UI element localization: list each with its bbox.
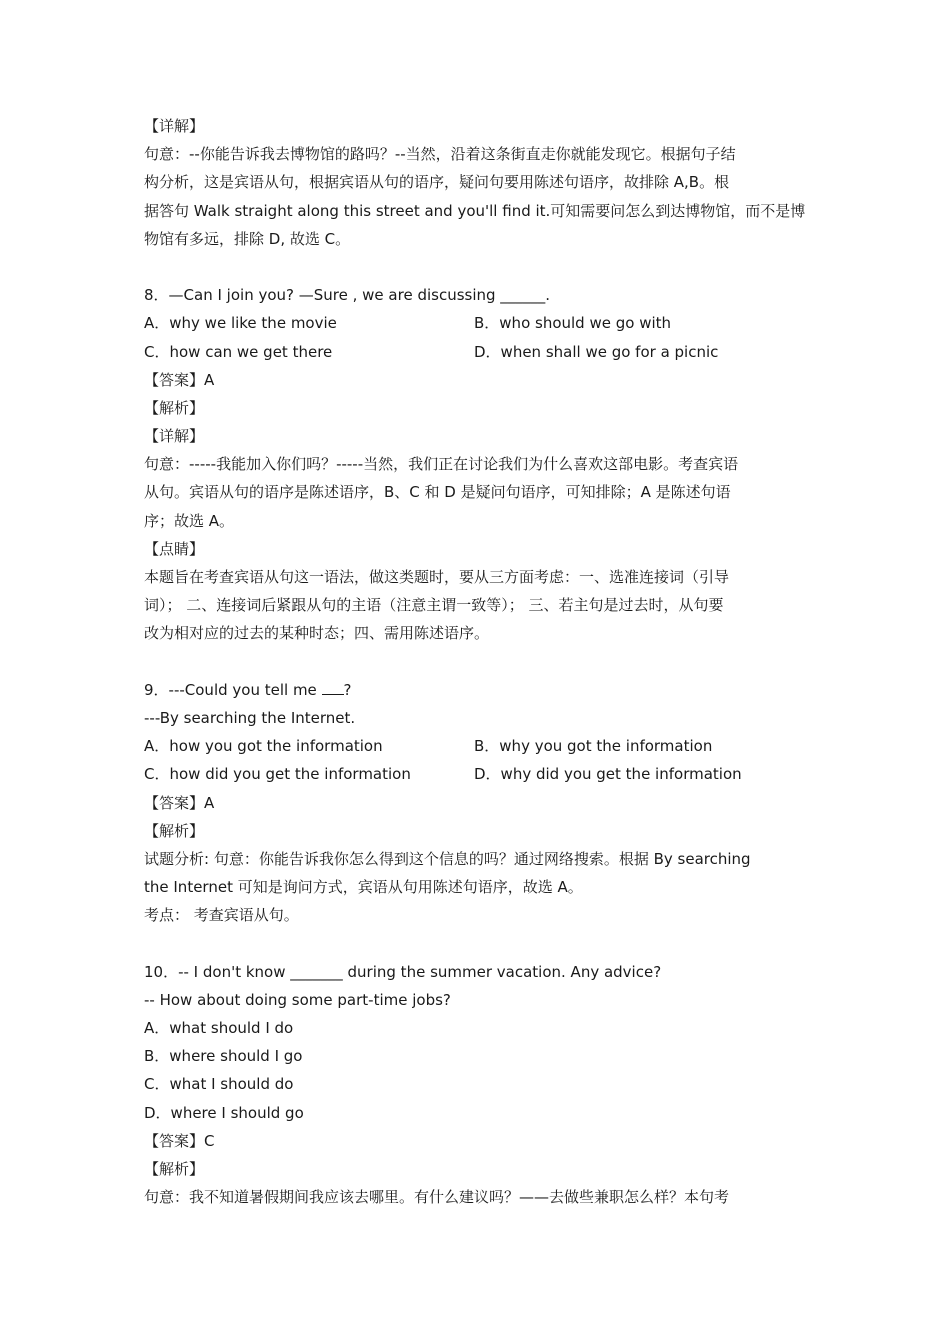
spacer — [144, 253, 816, 281]
q8-tip-label: 【点睛】 — [144, 539, 205, 558]
q9-stem-prefix: 9．---Could you tell me — [144, 680, 322, 699]
q7-explain-line: 据答句 Walk straight along this street and you'll find it.可知需要问怎么到达博物馆，而不是博 — [144, 201, 806, 220]
question-10 — [144, 958, 816, 1212]
q9-explain-line: 试题分析: 句意：你能告诉我你怎么得到这个信息的吗？通过网络搜索。根据 By searching — [144, 849, 751, 868]
q8-option-a: A．why we like the movie — [144, 314, 337, 333]
q9-point: 考点： 考查宾语从句。 — [144, 906, 299, 925]
q10-analysis-label: 【解析】 — [144, 1159, 205, 1178]
q9-answer: 【答案】A — [144, 793, 215, 812]
q9-reply: ---By searching the Internet. — [144, 708, 356, 727]
q8-answer: 【答案】A — [144, 370, 215, 389]
q8-option-c: C．how can we get there — [144, 342, 333, 361]
q8-option-b: B．who should we go with — [474, 314, 672, 333]
q7-explain-line: 构分析，这是宾语从句，根据宾语从句的语序，疑问句要用陈述句语序，故排除 A,B。根 — [144, 173, 730, 192]
q9-stem-suffix: ? — [343, 680, 352, 699]
q10-reply: -- How about doing some part-time jobs? — [144, 990, 451, 1009]
q10-option-a: A．what should I do — [144, 1019, 294, 1037]
q8-detail-label: 【详解】 — [144, 427, 205, 446]
q9-options-row-1 — [144, 732, 816, 760]
q9-option-a: A．how you got the information — [144, 737, 383, 756]
q8-explain-line: 从句。宾语从句的语序是陈述语序，B、C 和 D 是疑问句语序，可知排除；A 是陈述句语 — [144, 483, 731, 502]
q9-stem — [144, 676, 816, 704]
spacer — [144, 929, 816, 957]
q7-explain-line: 物馆有多远，排除 D, 故选 C。 — [144, 229, 351, 248]
q8-tip-line: 本题旨在考查宾语从句这一语法，做这类题时，要从三方面考虑：一、选准连接词（引导 — [144, 568, 730, 586]
q10-option-d: D．where I should go — [144, 1103, 304, 1122]
q9-explain-line: the Internet 可知是询问方式，宾语从句用陈述句语序，故选 A。 — [144, 878, 583, 897]
q7-detail-block — [144, 112, 816, 253]
q10-answer: 【答案】C — [144, 1131, 215, 1150]
q9-options-row-2 — [144, 760, 816, 788]
q8-tip-line: 词）； 二、连接词后紧跟从句的主语（注意主谓一致等）； 三、若主句是过去时，从句要 — [144, 596, 724, 615]
q9-analysis-label: 【解析】 — [144, 821, 205, 840]
q8-options-row-1 — [144, 309, 816, 337]
q8-explain-line: 序；故选 A。 — [144, 511, 235, 530]
q10-option-b: B．where should I go — [144, 1047, 303, 1066]
q9-option-b: B．why you got the information — [474, 737, 713, 756]
question-8 — [144, 281, 816, 647]
q9-option-c: C．how did you get the information — [144, 765, 411, 784]
q9-blank — [322, 680, 344, 695]
q8-options-row-2 — [144, 338, 816, 366]
q8-stem: 8．—Can I join you? —Sure , we are discussing ______. — [144, 286, 551, 305]
q7-explain-line: 句意：--你能告诉我去博物馆的路吗？--当然，沿着这条街直走你就能发现它。根据句子结 — [144, 145, 736, 164]
q8-tip-line: 改为相对应的过去的某种时态；四、需用陈述语序。 — [144, 624, 490, 643]
document-page — [144, 112, 816, 1211]
q10-stem: 10．-- I don't know _______ during the summer vacation. Any advice? — [144, 962, 662, 981]
q8-explain-line: 句意：-----我能加入你们吗？-----当然，我们正在讨论我们为什么喜欢这部电影。考查宾语 — [144, 455, 739, 474]
q10-option-c: C．what I should do — [144, 1075, 294, 1094]
question-9 — [144, 676, 816, 930]
q7-detail-label: 【详解】 — [144, 117, 205, 135]
q8-analysis-label: 【解析】 — [144, 398, 205, 417]
q9-option-d: D．why did you get the information — [474, 765, 742, 784]
q8-option-d: D．when shall we go for a picnic — [474, 342, 719, 361]
spacer — [144, 648, 816, 676]
q10-explain-line: 句意：我不知道暑假期间我应该去哪里。有什么建议吗？——去做些兼职怎么样？本句考 — [144, 1188, 730, 1207]
